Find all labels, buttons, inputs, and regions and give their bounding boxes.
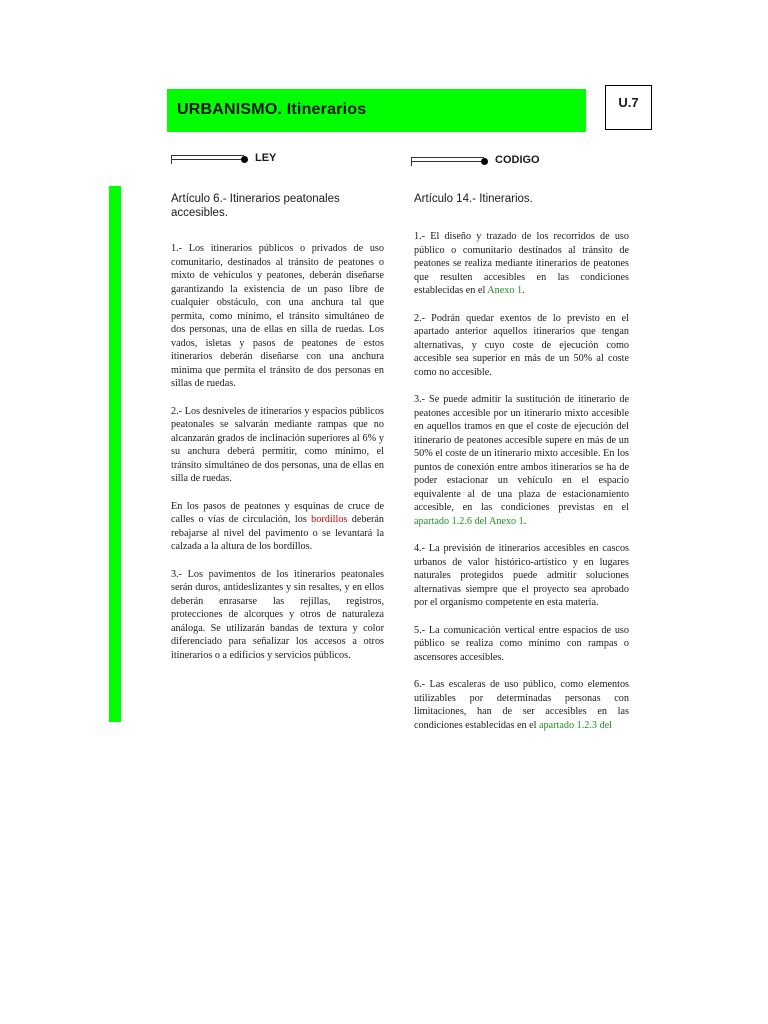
header-bar bbox=[167, 89, 586, 132]
codigo-paragraph: 3.- Se puede admitir la sustitución de itinerario de peatones accesible por un itinerario mixto accesible en aquellos tramos en que el coste de ejecución del itinerario de peatones accesible supere en más de un 50% el coste de un itinerario mixto accesible. En los puntos de conexión entre ambos itinerarios se ha de poder estacionar un vehículo en el espacio equivalente al de una plaza de estacionamiento accesible, en las condiciones previstas en el apartado 1.2.6 del Anexo 1. bbox=[414, 394, 629, 527]
codigo-label: CODIGO bbox=[495, 154, 540, 166]
ley-column bbox=[171, 192, 384, 676]
bullet-dot-icon bbox=[241, 156, 248, 163]
pointer-arrow-icon bbox=[171, 155, 244, 164]
ley-article-title: Artículo 6.- Itinerarios peatonales accesibles. bbox=[171, 193, 340, 219]
ley-paragraph: 2.- Los desniveles de itinerarios y espacios públicos peatonales se salvarán mediante rampas que no alcanzarán grados de inclinación superiores al 6% y su anchura deberá permitir, como mínimo, el tránsito simultáneo de dos personas, una de ellas en silla de ruedas. bbox=[171, 405, 384, 484]
codigo-article-title: Artículo 14.- Itinerarios. bbox=[414, 193, 533, 205]
annex-reference: Anexo 1 bbox=[487, 285, 523, 296]
bullet-dot-icon bbox=[481, 158, 488, 165]
annex-reference: apartado 1.2.3 del bbox=[539, 719, 613, 731]
annex-reference: apartado 1.2.6 del Anexo 1 bbox=[414, 515, 524, 527]
page-code: U.7 bbox=[618, 95, 639, 110]
page-title: URBANISMO. Itinerarios bbox=[177, 101, 367, 118]
page-code-box bbox=[605, 85, 652, 130]
codigo-paragraph: 6.- Las escaleras de uso público, como elementos utilizables por determinadas personas con limitaciones, han de ser accesibles en las condiciones establecidas en el apartado 1.2.3 del bbox=[414, 679, 629, 731]
codigo-paragraph: 2.- Podrán quedar exentos de lo previsto en el apartado anterior aquellos itinerarios que tengan alternativas, y cuyo coste de ejecución como accesible sea superior en más de un 50% al coste como no accesible. bbox=[414, 312, 629, 378]
ley-paragraph: 1.- Los itinerarios públicos o privados de uso comunitario, destinados al tránsito de peatones o mixto de vehículos y peatones, deberán diseñarse garantizando la existencia de un paso libre de cualquier obstáculo, con una anchura tal que permita, como mínimo, el tránsito simultáneo de dos personas, una de ellas en silla de ruedas. Los vados, isletas y pasos de peatones de estos itinerarios deberán diseñarse con una anchura mínima que permita el tránsito de dos personas en sillas de ruedas. bbox=[171, 243, 384, 389]
pointer-arrow-icon bbox=[411, 157, 484, 166]
codigo-paragraph: 1.- El diseño y trazado de los recorridos de uso público o comunitario destinados al tránsito de peatones se realiza mediante itinerarios de peatones que resulten accesibles en las condiciones establecidas en el Anexo 1. bbox=[414, 231, 629, 296]
highlight-term: bordillos bbox=[311, 514, 348, 525]
ley-paragraph: 3.- Los pavimentos de los itinerarios peatonales serán duros, antideslizantes y sin resaltes, y en ellos deberán enrasarse las rejillas, registros, protecciones de alcorques y otros de naturaleza análoga. Se utilizarán bandas de textura y color diferenciado para señalizar los accesos a otros itinerarios o a edificios y servicios públicos. bbox=[171, 568, 384, 661]
side-accent-bar bbox=[109, 186, 121, 722]
ley-label: LEY bbox=[255, 152, 277, 164]
codigo-column bbox=[414, 192, 629, 746]
codigo-paragraph: 5.- La comunicación vertical entre espacios de uso público se realiza como mínimo con rampas o ascensores accesibles. bbox=[414, 624, 629, 663]
ley-paragraph: En los pasos de peatones y esquinas de cruce de calles o vías de circulación, los bordillos deberán rebajarse al nivel del pavimento o se levantará la calzada a la altura de los bordillos. bbox=[171, 500, 384, 552]
codigo-paragraph: 4.- La previsión de itinerarios accesibles en cascos urbanos de valor histórico-artístico y en lugares naturales protegidos puede admitir soluciones alternativas siempre que el proyecto sea aprobado por el organismo competente en esta materia. bbox=[414, 543, 629, 608]
